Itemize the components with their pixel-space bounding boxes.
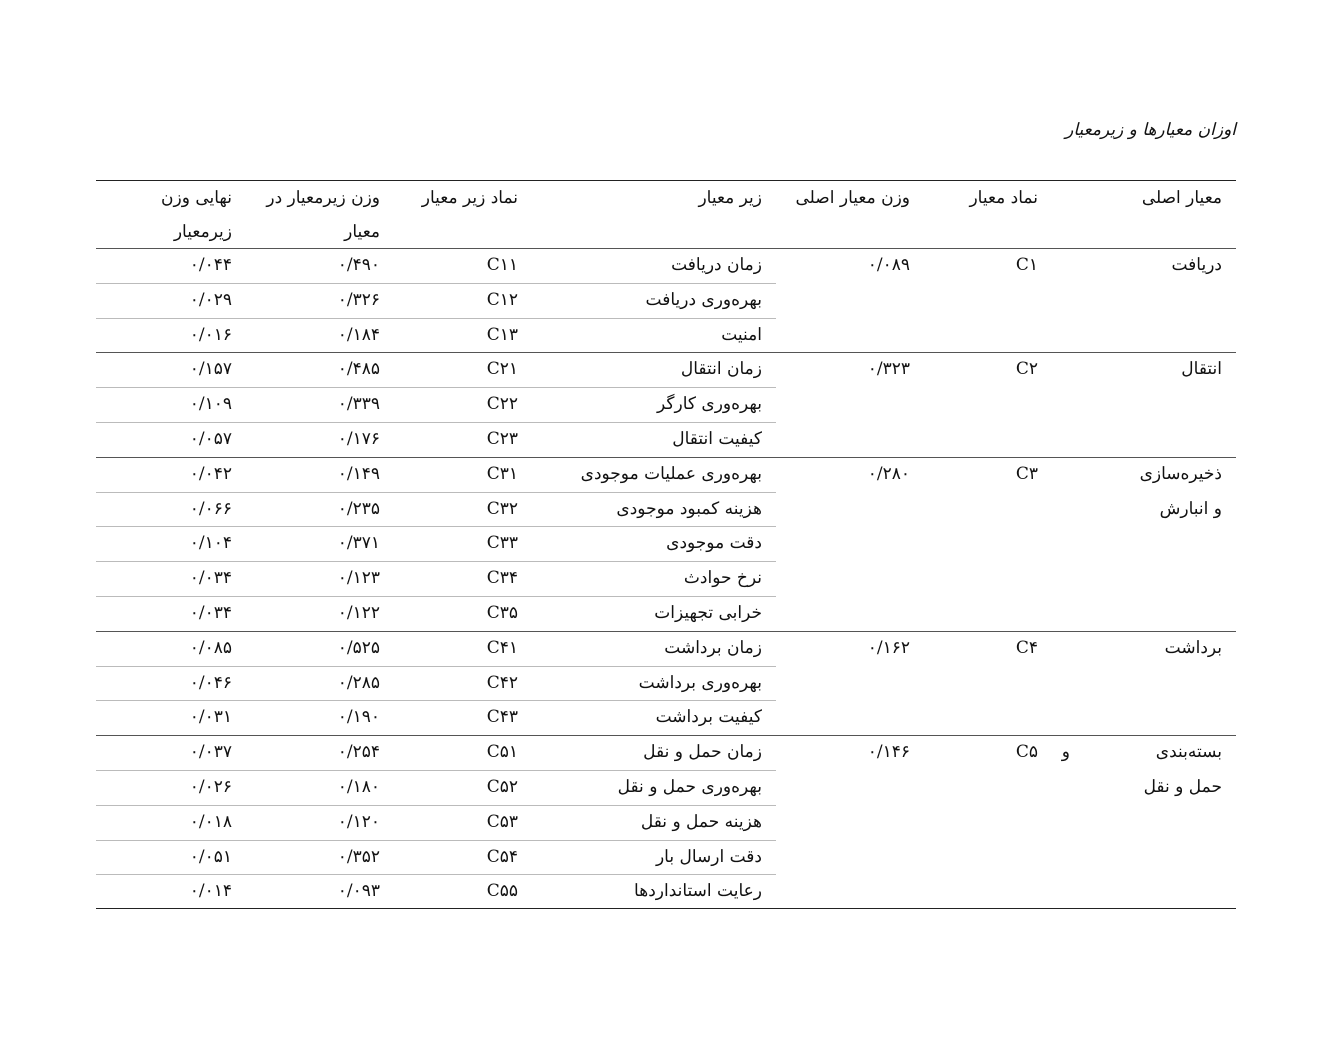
final-weight: ۰/۱۰۹ — [189, 394, 232, 415]
final-weight: ۰/۰۴۲ — [189, 463, 232, 484]
sub-criterion: نرخ حوادث — [683, 568, 762, 589]
group-divider — [96, 352, 1236, 353]
final-weight: ۰/۰۱۴ — [189, 881, 232, 902]
sub-criterion: هزینه کمبود موجودی — [616, 498, 762, 519]
sub-criterion: بهره‌وری کارگر — [657, 394, 762, 415]
sub-criterion-weight: ۰/۴۹۰ — [337, 255, 380, 275]
sub-criterion-weight: ۰/۱۸۴ — [337, 324, 380, 345]
final-weight: ۰/۰۱۸ — [189, 811, 232, 832]
final-weight: ۰/۰۳۴ — [189, 603, 232, 623]
sub-criterion-symbol: C۴۲ — [486, 672, 518, 693]
sub-criterion-weight: ۰/۱۲۳ — [337, 568, 380, 589]
sub-criterion-weight: ۰/۰۹۳ — [337, 881, 380, 902]
criteria-weights-table — [96, 180, 1236, 909]
criterion-conjunction: و — [1061, 742, 1070, 763]
header-main-weight: وزن معیار اصلی — [795, 188, 910, 208]
sub-criterion-weight: ۰/۲۸۵ — [337, 672, 380, 693]
sub-criterion-symbol: C۵۴ — [486, 846, 518, 867]
sub-criterion-symbol: C۳۴ — [486, 568, 518, 589]
sub-criterion-weight: ۰/۴۸۵ — [337, 359, 380, 380]
main-criterion-weight: ۰/۱۴۶ — [867, 742, 910, 763]
sub-criterion: بهره‌وری برداشت — [638, 672, 762, 693]
final-weight: ۰/۰۲۶ — [189, 777, 232, 797]
final-weight: ۰/۰۳۷ — [189, 742, 232, 763]
header-final-weight: نهایی وزن — [161, 188, 232, 208]
main-criterion-line2: و انبارش — [1159, 498, 1222, 519]
final-weight: ۰/۰۵۷ — [189, 429, 232, 449]
main-criterion: انتقال — [1181, 359, 1222, 380]
main-criterion-weight: ۰/۳۲۳ — [867, 359, 910, 380]
final-weight: ۰/۰۶۶ — [189, 498, 232, 519]
main-criterion: برداشت — [1164, 637, 1222, 658]
sub-criterion: زمان حمل و نقل — [643, 742, 762, 763]
main-criterion-weight: ۰/۰۸۹ — [867, 255, 910, 275]
sub-criterion-symbol: C۱۱ — [486, 255, 518, 275]
sub-criterion-symbol: C۵۳ — [486, 811, 518, 832]
sub-criterion-weight: ۰/۱۷۶ — [337, 429, 380, 449]
header-final-weight-line2: زیرمعیار — [173, 222, 232, 242]
sub-criterion: بهره‌وری دریافت — [645, 289, 762, 310]
sub-criterion-symbol: C۱۲ — [486, 289, 518, 310]
sub-criterion-weight: ۰/۳۷۱ — [337, 533, 380, 554]
sub-criterion-weight: ۰/۱۸۰ — [337, 777, 380, 797]
sub-criterion-symbol: C۴۳ — [486, 707, 518, 728]
final-weight: ۰/۰۴۶ — [189, 672, 232, 693]
sub-criterion: بهره‌وری حمل و نقل — [617, 777, 762, 797]
header-sub-weight: وزن زیرمعیار در — [266, 188, 380, 208]
sub-criterion: زمان دریافت — [671, 255, 762, 275]
sub-criterion: بهره‌وری عملیات موجودی — [580, 463, 762, 484]
sub-criterion-symbol: C۵۱ — [486, 742, 518, 763]
criterion-symbol: C۱ — [1015, 255, 1038, 275]
header-divider — [96, 248, 1236, 249]
sub-criterion-symbol: C۲۲ — [486, 394, 518, 415]
header-criterion-symbol: نماد معیار — [969, 188, 1038, 208]
sub-criterion: خرابی تجهیزات — [654, 603, 762, 623]
sub-criterion: کیفیت انتقال — [672, 429, 762, 449]
final-weight: ۰/۰۳۴ — [189, 568, 232, 589]
sub-criterion-symbol: C۵۲ — [486, 777, 518, 797]
sub-criterion-weight: ۰/۱۲۲ — [337, 603, 380, 623]
sub-criterion-weight: ۰/۲۳۵ — [337, 498, 380, 519]
criterion-symbol: C۴ — [1015, 637, 1038, 658]
sub-criterion-weight: ۰/۵۲۵ — [337, 637, 380, 658]
final-weight: ۰/۰۲۹ — [189, 289, 232, 310]
main-criterion: دریافت — [1171, 255, 1222, 275]
sub-criterion-symbol: C۱۳ — [486, 324, 518, 345]
header-sub-symbol: نماد زیر معیار — [421, 188, 518, 208]
criterion-symbol: C۵ — [1015, 742, 1038, 763]
sub-criterion-weight: ۰/۲۵۴ — [337, 742, 380, 763]
sub-criterion-symbol: C۴۱ — [486, 637, 518, 658]
main-criterion-weight: ۰/۱۶۲ — [867, 637, 910, 658]
sub-criterion-symbol: C۳۲ — [486, 498, 518, 519]
sub-criterion-symbol: C۵۵ — [486, 881, 518, 902]
sub-criterion: هزینه حمل و نقل — [640, 811, 762, 832]
sub-criterion: رعایت استانداردها — [634, 881, 762, 902]
final-weight: ۰/۰۵۱ — [189, 846, 232, 867]
table-caption: اوزان معیارها و زیرمعیار — [1065, 120, 1236, 140]
header-sub-weight-line2: معیار — [344, 222, 380, 242]
sub-criterion: زمان برداشت — [664, 637, 762, 658]
final-weight: ۰/۱۵۷ — [189, 359, 232, 380]
main-criterion: ذخیره‌سازی — [1139, 463, 1222, 484]
sub-criterion-weight: ۰/۱۴۹ — [337, 463, 380, 484]
criterion-symbol: C۳ — [1015, 463, 1038, 484]
final-weight: ۰/۰۴۴ — [189, 255, 232, 275]
main-criterion-line2: حمل و نقل — [1143, 777, 1222, 797]
header-sub-criterion: زیر معیار — [698, 188, 762, 208]
sub-criterion: زمان انتقال — [680, 359, 762, 380]
sub-criterion: دقت ارسال بار — [655, 846, 762, 867]
sub-criterion-symbol: C۳۱ — [486, 463, 518, 484]
sub-criterion-weight: ۰/۱۲۰ — [337, 811, 380, 832]
sub-criterion-weight: ۰/۳۵۲ — [337, 846, 380, 867]
sub-criterion-symbol: C۳۳ — [486, 533, 518, 554]
final-weight: ۰/۰۳۱ — [189, 707, 232, 728]
sub-criterion: دقت موجودی — [666, 533, 762, 554]
sub-criterion-symbol: C۲۱ — [486, 359, 518, 380]
sub-criterion: کیفیت برداشت — [655, 707, 762, 728]
criterion-symbol: C۲ — [1015, 359, 1038, 380]
final-weight: ۰/۰۱۶ — [189, 324, 232, 345]
sub-criterion-symbol: C۲۳ — [486, 429, 518, 449]
sub-criterion: امنیت — [721, 324, 762, 345]
sub-criterion-weight: ۰/۳۳۹ — [337, 394, 380, 415]
sub-criterion-symbol: C۳۵ — [486, 603, 518, 623]
sub-criterion-weight: ۰/۱۹۰ — [337, 707, 380, 728]
main-criterion: بسته‌بندی — [1155, 742, 1222, 763]
main-criterion-weight: ۰/۲۸۰ — [867, 463, 910, 484]
final-weight: ۰/۱۰۴ — [189, 533, 232, 554]
header-main-criterion: معیار اصلی — [1141, 188, 1222, 208]
final-weight: ۰/۰۸۵ — [189, 637, 232, 658]
sub-criterion-weight: ۰/۳۲۶ — [337, 289, 380, 310]
